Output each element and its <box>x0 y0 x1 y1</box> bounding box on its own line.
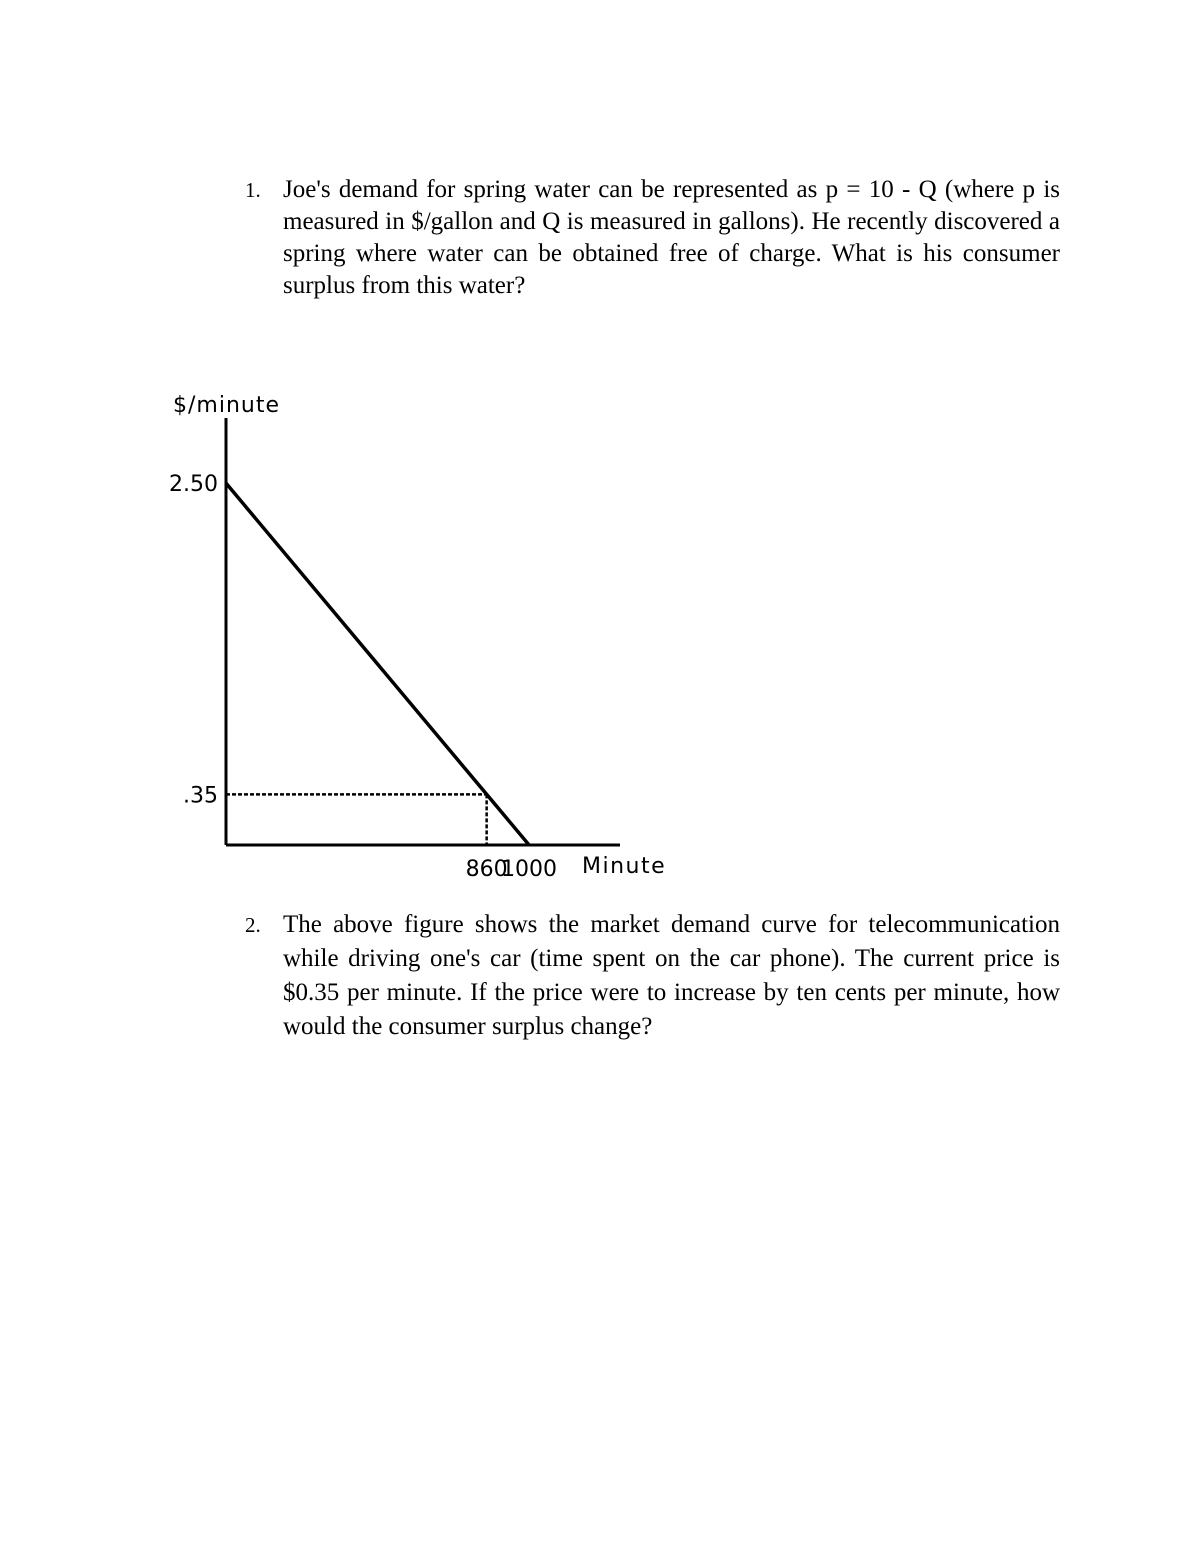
x-tick-label-860: 860 <box>465 857 508 882</box>
y-tick-label-0-35: .35 <box>183 783 218 809</box>
question-2-text: The above figure shows the market demand curve for telecommunication while driving one's car (time spent on the car phone). The current price is $0.35 per minute. If the price were to increase by ten cents per minute, how would the consumer surplus change? <box>283 911 1060 1040</box>
question-1-text: Joe's demand for spring water can be represented as p = 10 - Q (where p is measured in $/gallon and Q is measured in gallons). He recently discovered a spring where water can be obtained free of charge. What is his consumer surplus from this water? <box>283 176 1060 299</box>
question-2-number: 2. <box>245 913 261 937</box>
x-axis-label: Minute <box>582 854 667 879</box>
y-tick-label-2-50: 2.50 <box>169 472 218 498</box>
question-1-number: 1. <box>245 178 261 202</box>
question-2 <box>245 908 1060 1044</box>
x-tick-label-1000: 1000 <box>501 857 558 882</box>
demand-curve <box>226 483 529 845</box>
y-axis-label: $/minute <box>173 393 280 418</box>
